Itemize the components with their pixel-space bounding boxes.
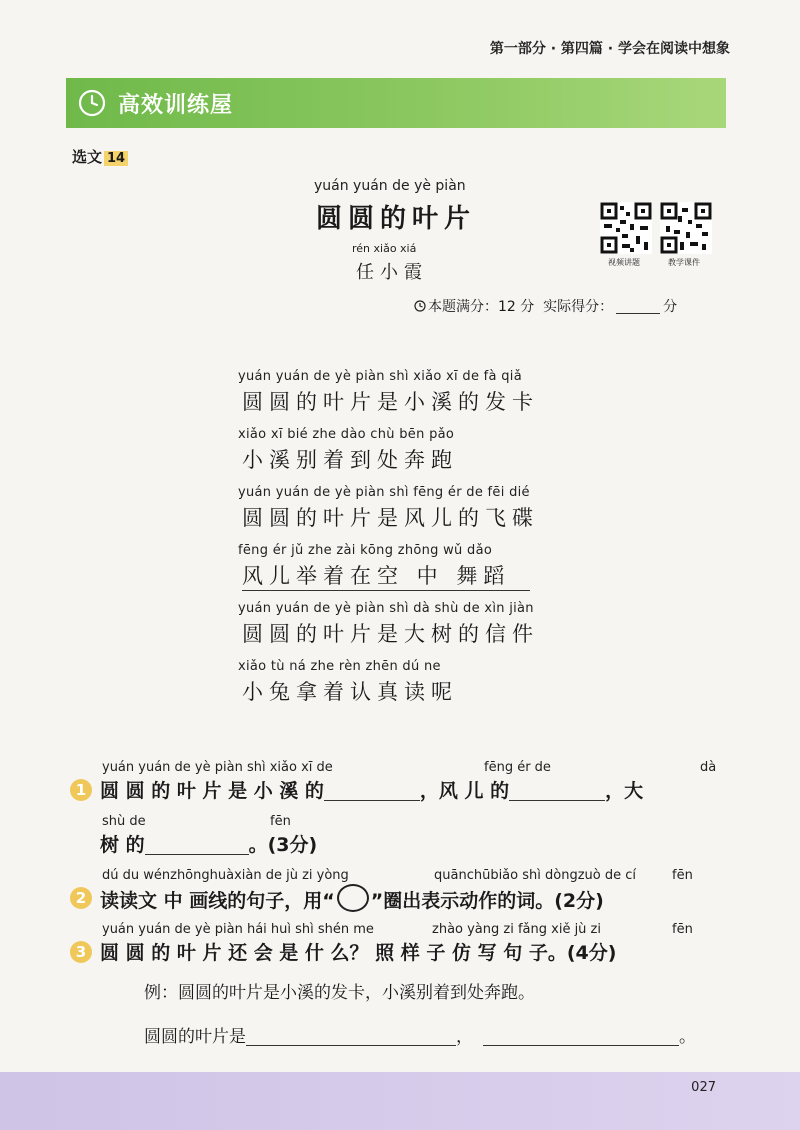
qr-caption-video: 视频讲题 [608,258,640,267]
poem-line-4-pinyin: fēng ér jǔ zhe zài kōng zhōng wǔ dǎo [238,543,493,558]
q1-pinyin-d: shù de [102,814,146,829]
article-author: 任小霞 [356,262,428,283]
q2-text-c: ”圈出表示动作的词。(2分) [370,890,604,912]
q1-blank-3[interactable] [145,836,249,855]
selection-number: 14 [104,151,128,166]
running-head: 第一部分 · 第四篇 · 学会在阅读中想象 [489,41,730,57]
poem-line-6: 小兔拿着认真读呢 [242,680,458,704]
q2-text-b: “ [322,890,335,912]
question-1-text-cont [100,830,317,857]
selection-label-text: 选文 [72,148,103,166]
question-1-badge: 1 [70,779,92,801]
score-unit: 分 [663,299,678,315]
poem-line-3-pinyin: yuán yuán de yè piàn shì fēng ér de fēi dié [238,485,530,500]
q3-answer-blank-1[interactable] [246,1027,456,1046]
q2-pinyin-b: quānchūbiǎo shì dòngzuò de cí [434,868,636,883]
actual-score-label: 实际得分： [543,299,614,315]
page-number: 027 [691,1080,716,1095]
poem-line-1-pinyin: yuán yuán de yè piàn shì xiǎo xī de fà qiǎ [238,369,522,384]
poem-line-4-underline [242,590,530,591]
q3-example: 例：圆圆的叶片是小溪的发卡，小溪别着到处奔跑。 [144,983,535,1003]
q1-pinyin-e: fēn [270,814,291,829]
q1-blank-1[interactable] [324,782,420,801]
article-title: 圆圆的叶片 [316,204,477,234]
banner-title: 高效训练屋 [118,93,234,118]
poem-line-4: 风儿举着在空 中 舞蹈 [242,564,511,588]
author-pinyin: rén xiǎo xiá [352,242,417,255]
q3-answer-blank-2[interactable] [483,1027,679,1046]
poem-line-5-pinyin: yuán yuán de yè piàn shì dà shù de xìn jiàn [238,601,534,616]
poem-line-1: 圆圆的叶片是小溪的发卡 [242,390,539,414]
qr-code-courseware-icon[interactable] [660,202,712,254]
footer-band [0,1072,800,1130]
question-2-text [100,884,604,913]
poem-line-3: 圆圆的叶片是风儿的飞碟 [242,506,539,530]
poem-line-5: 圆圆的叶片是大树的信件 [242,622,539,646]
qr-code-video-icon[interactable] [600,202,652,254]
q1-text-d: 树 的 [100,834,145,856]
q1-blank-2[interactable] [509,782,605,801]
question-3-badge: 3 [70,941,92,963]
q1-pinyin-b: fēng ér de [484,760,551,775]
q3-answer-line [144,1022,696,1047]
full-score-label: 本题满分：12 分 [428,299,535,315]
q3-pinyin-c: fēn [672,922,693,937]
q1-pinyin-a: yuán yuán de yè piàn shì xiǎo xī de [102,760,333,775]
q3-answer-prefix: 圆圆的叶片是 [144,1027,246,1047]
q2-text-a: 读读文 中 画线的句子，用 [100,890,323,912]
selection-label [72,146,128,167]
poem-line-6-pinyin: xiǎo tù ná zhe rèn zhēn dú ne [238,659,441,674]
q1-text-b: ，风 儿 的 [419,780,510,802]
q3-answer-sep: ， [456,1027,473,1047]
q1-pinyin-c: dà [700,760,717,775]
section-banner [66,78,726,128]
question-1-text [100,776,643,803]
q3-answer-end: 。 [679,1027,696,1047]
score-line [414,296,677,316]
q3-pinyin-a: yuán yuán de yè piàn hái huì shì shén me [102,922,374,937]
small-clock-icon [414,300,426,312]
poem-line-2: 小溪别着到处奔跑 [242,448,458,472]
q2-pinyin-c: fēn [672,868,693,883]
qr-caption-courseware: 教学课件 [668,258,700,267]
q1-text-a: 圆 圆 的 叶 片 是 小 溪 的 [100,780,324,802]
question-3-text: 圆 圆 的 叶 片 还 会 是 什 么？ 照 样 子 仿 写 句 子。(4分) [100,942,617,964]
actual-score-blank[interactable] [616,301,660,314]
circle-symbol-icon [337,884,369,912]
q1-text-e: 。(3分) [248,834,318,856]
q3-pinyin-b: zhào yàng zi fǎng xiě jù zi [432,922,601,937]
q2-pinyin-a: dú du wénzhōnghuàxiàn de jù zi yòng [102,868,349,883]
poem-line-2-pinyin: xiǎo xī bié zhe dào chù bēn pǎo [238,427,455,442]
question-2-badge: 2 [70,887,92,909]
q1-text-c: ，大 [605,780,644,802]
clock-icon [78,89,106,117]
title-pinyin: yuán yuán de yè piàn [314,178,466,194]
